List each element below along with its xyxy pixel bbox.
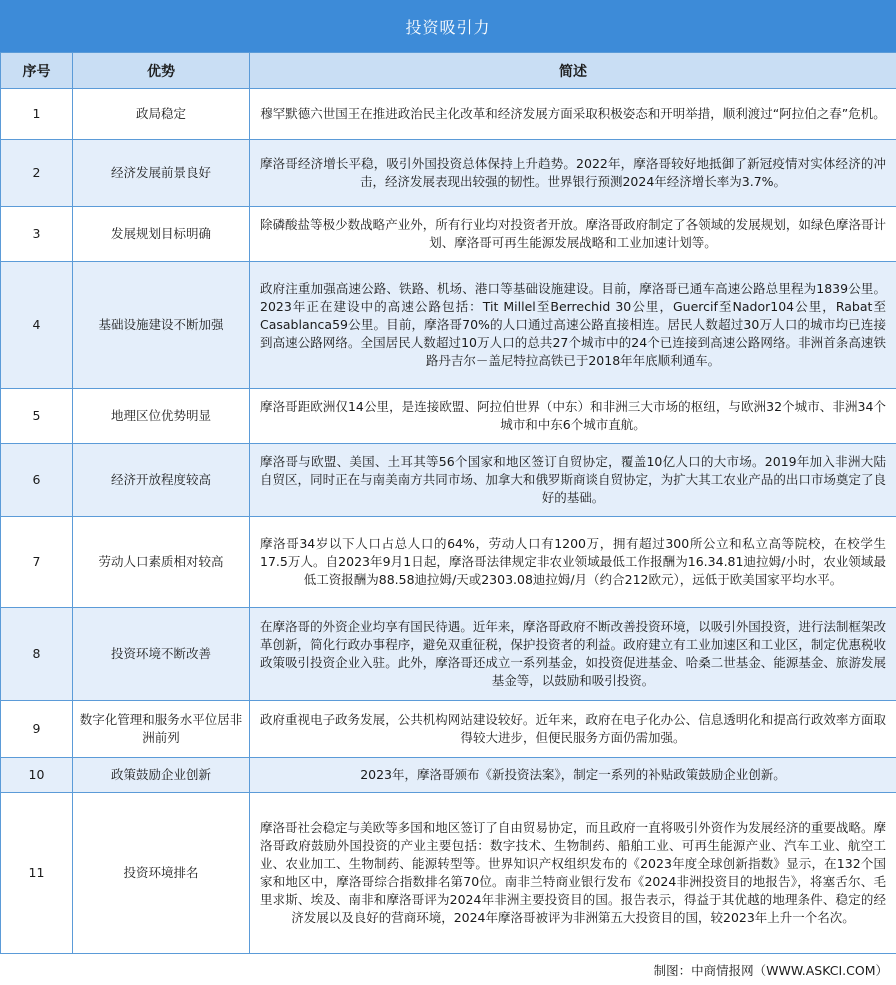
row-desc: 在摩洛哥的外资企业均享有国民待遇。近年来，摩洛哥政府不断改善投资环境，以吸引外国投资，进行法制框架改革创新，简化行政办事程序，避免双重征税，保护投资者的利益。政府建立有工业加速区和工业区，制定优惠税收政策吸引投资企业入驻。此外，摩洛哥还成立一系列基金，如投资促进基金、哈桑二世基金、能源基金、旅游发展基金等，以鼓励和吸引投资。: [250, 608, 896, 701]
table-row: [1, 758, 896, 793]
row-desc: 穆罕默德六世国王在推进政治民主化改革和经济发展方面采取积极姿态和开明举措，顺利渡过“阿拉伯之春”危机。: [250, 89, 896, 140]
header-desc: 简述: [250, 53, 896, 89]
table-row: [1, 207, 896, 262]
row-advantage: 经济发展前景良好: [73, 140, 250, 207]
table-row: [1, 140, 896, 207]
row-advantage: 劳动人口素质相对较高: [73, 517, 250, 608]
row-num: 3: [1, 207, 73, 262]
row-desc: 摩洛哥与欧盟、美国、土耳其等56个国家和地区签订自贸协定，覆盖10亿人口的大市场。2019年加入非洲大陆自贸区，同时正在与南美南方共同市场、加拿大和俄罗斯商谈自贸协定，为扩大其工农业产品的出口市场奠定了良好的基础。: [250, 444, 896, 517]
header-advantage: 优势: [73, 53, 250, 89]
table-row: [1, 89, 896, 140]
investment-attractiveness-table: [0, 52, 896, 954]
table-row: [1, 701, 896, 758]
source-text: 制图：中商情报网（WWW.ASKCI.COM）: [653, 963, 888, 978]
source-footer: [654, 957, 888, 983]
table-title: [0, 0, 896, 52]
table-row: [1, 793, 896, 954]
row-advantage: 投资环境不断改善: [73, 608, 250, 701]
row-advantage: 经济开放程度较高: [73, 444, 250, 517]
row-desc: 除磷酸盐等极少数战略产业外，所有行业均对投资者开放。摩洛哥政府制定了各领域的发展规划，如绿色摩洛哥计划、摩洛哥可再生能源发展战略和工业加速计划等。: [250, 207, 896, 262]
row-advantage: 基础设施建设不断加强: [73, 262, 250, 389]
row-num: 7: [1, 517, 73, 608]
table-header-row: [1, 53, 896, 89]
row-num: 11: [1, 793, 73, 954]
row-num: 10: [1, 758, 73, 793]
table-row: [1, 444, 896, 517]
row-num: 2: [1, 140, 73, 207]
table-row: [1, 389, 896, 444]
row-num: 9: [1, 701, 73, 758]
row-desc: 摩洛哥34岁以下人口占总人口的64%，劳动人口有1200万，拥有超过300所公立和私立高等院校，在校学生17.5万人。自2023年9月1日起，摩洛哥法律规定非农业领域最低工作报酬为16.34.81迪拉姆/小时，农业领域最低工资报酬为88.58迪拉姆/天或2303.08迪拉姆/月（约合212欧元），远低于欧美国家平均水平。: [250, 517, 896, 608]
row-advantage: 数字化管理和服务水平位居非洲前列: [73, 701, 250, 758]
table-row: [1, 608, 896, 701]
header-num: 序号: [1, 53, 73, 89]
row-desc: 摩洛哥距欧洲仅14公里，是连接欧盟、阿拉伯世界（中东）和非洲三大市场的枢纽，与欧洲32个城市、非洲34个城市和中东6个城市直航。: [250, 389, 896, 444]
row-desc: 政府重视电子政务发展，公共机构网站建设较好。近年来，政府在电子化办公、信息透明化和提高行政效率方面取得较大进步，但便民服务方面仍需加强。: [250, 701, 896, 758]
row-desc: 2023年，摩洛哥颁布《新投资法案》，制定一系列的补贴政策鼓励企业创新。: [250, 758, 896, 793]
row-desc: 政府注重加强高速公路、铁路、机场、港口等基础设施建设。目前，摩洛哥已通车高速公路总里程为1839公里。2023年正在建设中的高速公路包括：Tit Millel至Berrechid 30公里，Guercif至Nador104公里，Rabat至Casablanca59公里。目前，摩洛哥70%的人口通过高速公路直接相连。居民人数超过30万人口的城市均已连接到高速公路网络。全国居民人数超过10万人口的总共27个城市中的24个已连接到高速公路网络。非洲首条高速铁路丹吉尔－盖尼特拉高铁已于2018年年底顺利通车。: [250, 262, 896, 389]
row-num: 5: [1, 389, 73, 444]
row-num: 4: [1, 262, 73, 389]
row-advantage: 发展规划目标明确: [73, 207, 250, 262]
row-advantage: 政策鼓励企业创新: [73, 758, 250, 793]
row-desc: 摩洛哥经济增长平稳，吸引外国投资总体保持上升趋势。2022年，摩洛哥较好地抵御了新冠疫情对实体经济的冲击，经济发展表现出较强的韧性。世界银行预测2024年经济增长率为3.7%。: [250, 140, 896, 207]
row-num: 6: [1, 444, 73, 517]
row-advantage: 地理区位优势明显: [73, 389, 250, 444]
row-advantage: 政局稳定: [73, 89, 250, 140]
table-title-text: 投资吸引力: [405, 17, 491, 37]
row-num: 1: [1, 89, 73, 140]
row-desc: 摩洛哥社会稳定与美欧等多国和地区签订了自由贸易协定，而且政府一直将吸引外资作为发展经济的重要战略。摩洛哥政府鼓励外国投资的产业主要包括：数字技术、生物制药、船舶工业、可再生能源产业、汽车工业、航空工业、农业加工、生物制药、能源转型等。世界知识产权组织发布的《2023年度全球创新指数》显示，在132个国家和地区中，摩洛哥综合指数排名第70位。南非兰特商业银行发布《2024非洲投资目的地报告》，将塞舌尔、毛里求斯、埃及、南非和摩洛哥评为2024年非洲主要投资目的国。报告表示，得益于其优越的地理条件、稳定的经济发展以及良好的营商环境，2024年摩洛哥被评为非洲第五大投资目的国，较2023年上升一个名次。: [250, 793, 896, 954]
row-advantage: 投资环境排名: [73, 793, 250, 954]
table-row: [1, 517, 896, 608]
table-row: [1, 262, 896, 389]
row-num: 8: [1, 608, 73, 701]
